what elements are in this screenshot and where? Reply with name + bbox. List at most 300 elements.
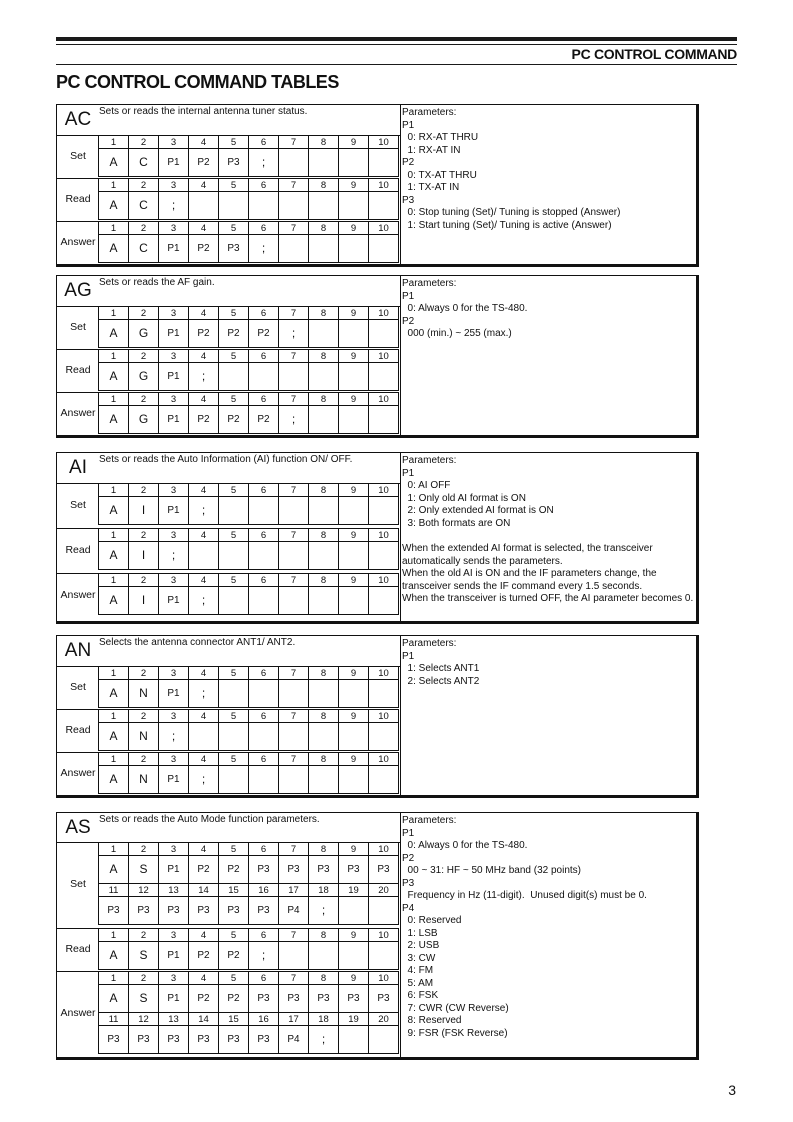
field-cell: P2 [219,320,249,348]
field-grid [98,528,399,570]
field-cell [339,587,369,615]
field-cell: P4 [279,1026,309,1054]
field-cell: P3 [159,1026,189,1054]
parameter-line: Parameters: [402,455,457,466]
column-number: 2 [129,179,159,192]
column-number: 8 [309,350,339,363]
command-block-ag [56,275,699,438]
column-number: 8 [309,972,339,985]
column-number: 6 [249,136,279,149]
column-number: 2 [129,574,159,587]
field-cell [189,192,219,220]
field-cell: P3 [129,1026,159,1054]
column-number: 11 [99,884,129,897]
column-number: 7 [279,393,309,406]
parameter-line: 0: Reserved [402,915,462,926]
field-cell: ; [309,897,339,925]
character-row [99,149,399,177]
column-number: 6 [249,350,279,363]
column-number-row [99,710,399,723]
column-number: 10 [369,350,399,363]
field-cell: A [99,192,129,220]
field-cell: P3 [129,897,159,925]
column-number-row [99,484,399,497]
column-number: 18 [309,884,339,897]
column-number: 5 [219,393,249,406]
field-cell: A [99,235,129,263]
field-cell [369,542,399,570]
column-number: 2 [129,350,159,363]
character-row [99,497,399,525]
column-number: 10 [369,393,399,406]
column-number: 10 [369,529,399,542]
field-grid [98,709,399,751]
field-cell [219,587,249,615]
command-block-an [56,635,699,798]
field-grid [98,135,399,177]
column-number: 2 [129,753,159,766]
column-number: 8 [309,136,339,149]
column-number: 4 [189,972,219,985]
parameter-note: When the transceiver is turned OFF, the AI parameter becomes 0. [402,593,694,604]
column-number: 6 [249,307,279,320]
column-number: 6 [249,222,279,235]
column-number: 3 [159,843,189,856]
column-number: 5 [219,484,249,497]
parameter-line: 0: Always 0 for the TS-480. [402,840,528,851]
field-cell [339,192,369,220]
column-number: 6 [249,843,279,856]
field-cell [219,542,249,570]
character-row [99,406,399,434]
field-cell: P3 [219,235,249,263]
field-cell: P2 [219,942,249,970]
field-cell [369,235,399,263]
field-cell [219,192,249,220]
character-row [99,723,399,751]
field-cell [219,363,249,391]
field-grid [98,842,399,925]
field-cell: A [99,406,129,434]
character-row [99,942,399,970]
column-number: 14 [189,884,219,897]
parameter-line: 1: RX-AT IN [402,144,461,156]
field-cell: A [99,680,129,708]
column-number: 8 [309,529,339,542]
column-number: 9 [339,929,369,942]
field-cell [309,497,339,525]
column-number-row [99,307,399,320]
divider [57,392,99,393]
column-number: 10 [369,710,399,723]
column-number: 5 [219,136,249,149]
field-cell: P1 [159,985,189,1013]
column-number: 3 [159,972,189,985]
command-description: Sets or reads the AF gain. [99,277,215,288]
field-grid [98,349,399,391]
parameter-line: 3: CW [402,952,436,964]
field-grid [98,666,399,708]
divider [57,971,99,972]
column-number-row [99,1013,399,1026]
field-cell: P2 [249,320,279,348]
column-number: 5 [219,222,249,235]
field-cell: P3 [219,1026,249,1054]
field-cell: I [129,587,159,615]
field-cell [249,723,279,751]
field-cell [309,542,339,570]
column-number: 10 [369,972,399,985]
command-code: AG [64,280,92,301]
field-cell [309,942,339,970]
field-cell [339,363,369,391]
column-number: 8 [309,929,339,942]
field-cell: S [129,942,159,970]
command-code: AI [69,457,87,478]
column-number: 7 [279,667,309,680]
column-number-row [99,179,399,192]
field-cell [249,363,279,391]
column-number: 8 [309,574,339,587]
field-cell: A [99,149,129,177]
column-number: 13 [159,1013,189,1026]
column-number: 9 [339,972,369,985]
column-number: 8 [309,710,339,723]
column-number: 3 [159,710,189,723]
field-cell [219,723,249,751]
column-number: 2 [129,929,159,942]
column-number: 2 [129,529,159,542]
field-cell: P3 [369,856,399,884]
character-row [99,856,399,884]
command-format-panel [57,276,401,435]
divider [57,178,99,179]
field-cell [339,149,369,177]
column-number: 9 [339,753,369,766]
field-cell: C [129,192,159,220]
field-cell [369,149,399,177]
field-cell [339,497,369,525]
column-number: 3 [159,929,189,942]
field-cell [309,680,339,708]
column-number: 5 [219,350,249,363]
divider [57,709,99,710]
field-cell [279,497,309,525]
field-cell: A [99,363,129,391]
read-label: Read [65,723,91,736]
field-cell [249,542,279,570]
column-number: 3 [159,350,189,363]
column-number-row [99,753,399,766]
column-number: 3 [159,393,189,406]
field-cell: I [129,497,159,525]
column-number: 8 [309,753,339,766]
column-number: 7 [279,179,309,192]
command-code: AC [64,109,92,130]
parameter-line: 1: Only old AI format is ON [402,492,526,504]
field-cell [309,235,339,263]
field-cell [369,942,399,970]
column-number: 10 [369,843,399,856]
set-label: Set [70,680,86,693]
field-cell [279,587,309,615]
parameters-panel [402,815,695,1040]
column-number: 18 [309,1013,339,1026]
column-number: 5 [219,529,249,542]
field-cell [219,497,249,525]
field-cell [219,766,249,794]
field-cell [339,406,369,434]
field-cell: ; [189,680,219,708]
read-label: Read [65,543,91,556]
column-number: 2 [129,393,159,406]
parameter-line: P3 [402,194,415,206]
character-row [99,587,399,615]
field-cell [369,192,399,220]
field-cell [339,320,369,348]
field-cell [369,723,399,751]
header-rule-thick [56,37,737,41]
column-number: 9 [339,179,369,192]
column-number: 4 [189,179,219,192]
field-cell: P3 [159,897,189,925]
field-cell [339,235,369,263]
parameter-line: 2: Only extended AI format is ON [402,505,554,516]
column-number: 1 [99,972,129,985]
column-number: 1 [99,529,129,542]
column-number: 6 [249,484,279,497]
parameter-line: 8: Reserved [402,1015,462,1026]
field-cell: N [129,680,159,708]
field-cell: A [99,942,129,970]
parameter-line: 2: USB [402,940,440,951]
column-number: 5 [219,753,249,766]
field-cell: P1 [159,766,189,794]
read-label: Read [65,192,91,205]
column-number: 7 [279,710,309,723]
column-number: 7 [279,574,309,587]
column-number-row [99,529,399,542]
field-cell: P2 [189,149,219,177]
field-cell: P3 [249,897,279,925]
field-cell: ; [159,542,189,570]
parameter-line: Parameters: [402,638,457,649]
column-number: 3 [159,222,189,235]
field-cell: P3 [189,897,219,925]
parameter-line: P1 [402,467,415,479]
column-number: 4 [189,929,219,942]
field-cell: P1 [159,587,189,615]
column-number: 4 [189,710,219,723]
field-cell: ; [249,149,279,177]
column-number: 8 [309,222,339,235]
column-number: 5 [219,574,249,587]
field-cell [249,587,279,615]
parameter-line: P1 [402,650,415,662]
column-number: 6 [249,710,279,723]
field-cell [309,320,339,348]
column-number-row [99,136,399,149]
field-cell: P1 [159,680,189,708]
field-cell [249,680,279,708]
column-number: 4 [189,529,219,542]
column-number: 4 [189,307,219,320]
field-cell: P2 [249,406,279,434]
command-block-ac [56,104,699,267]
field-cell: P3 [369,985,399,1013]
field-cell: P2 [189,942,219,970]
field-cell [189,542,219,570]
column-number: 9 [339,393,369,406]
field-cell: ; [279,406,309,434]
field-cell: P2 [189,406,219,434]
field-cell: P3 [279,856,309,884]
field-cell: ; [189,766,219,794]
field-cell [339,766,369,794]
field-cell: P1 [159,406,189,434]
field-cell [369,587,399,615]
column-number: 2 [129,667,159,680]
field-cell: P1 [159,320,189,348]
field-cell [369,320,399,348]
command-block-ai [56,452,699,624]
field-grid [98,752,399,794]
column-number: 15 [219,1013,249,1026]
column-number: 6 [249,753,279,766]
field-cell: I [129,542,159,570]
column-number: 5 [219,307,249,320]
character-row [99,542,399,570]
field-cell: P2 [219,406,249,434]
field-cell [369,1026,399,1054]
character-row [99,320,399,348]
column-number: 16 [249,1013,279,1026]
field-cell [369,680,399,708]
divider [57,528,99,529]
column-number-row [99,574,399,587]
column-number: 8 [309,307,339,320]
column-number-row [99,843,399,856]
column-number: 4 [189,574,219,587]
column-number: 7 [279,350,309,363]
parameter-line: 0: TX-AT THRU [402,169,477,181]
parameter-line: Parameters: [402,815,457,826]
field-cell: ; [249,942,279,970]
column-number: 3 [159,307,189,320]
column-number: 9 [339,484,369,497]
character-row [99,766,399,794]
column-number: 9 [339,710,369,723]
column-number: 5 [219,179,249,192]
column-number: 9 [339,574,369,587]
column-number: 7 [279,222,309,235]
set-label: Set [70,878,86,890]
column-number: 10 [369,574,399,587]
field-cell: ; [249,235,279,263]
parameter-line: 5: AM [402,977,434,989]
column-number: 10 [369,667,399,680]
field-grid [98,971,399,1054]
field-cell: P3 [309,985,339,1013]
column-number: 19 [339,1013,369,1026]
field-cell: P2 [189,235,219,263]
command-block-as [56,812,699,1060]
field-cell [309,766,339,794]
field-cell: ; [159,723,189,751]
column-number: 4 [189,393,219,406]
field-cell: P2 [189,985,219,1013]
column-number: 11 [99,1013,129,1026]
answer-label: Answer [60,406,96,419]
parameter-line: 6: FSK [402,990,439,1001]
field-cell [279,235,309,263]
field-cell [369,497,399,525]
column-number: 1 [99,667,129,680]
parameter-line: 1: Selects ANT1 [402,663,480,674]
field-cell: G [129,363,159,391]
column-number: 8 [309,484,339,497]
column-number: 16 [249,884,279,897]
command-description: Sets or reads the Auto Information (AI) function ON/ OFF. [99,454,353,465]
column-number: 10 [369,222,399,235]
field-grid [98,221,399,263]
command-format-panel [57,453,401,621]
field-cell: A [99,856,129,884]
column-number: 1 [99,350,129,363]
parameters-panel [402,638,695,688]
column-number: 17 [279,1013,309,1026]
answer-label: Answer [60,1007,96,1019]
column-number: 2 [129,307,159,320]
parameter-line: P1 [402,290,415,302]
command-code: AN [64,640,92,661]
field-cell: P3 [249,985,279,1013]
column-number: 13 [159,884,189,897]
field-cell: P4 [279,897,309,925]
column-number: 12 [129,1013,159,1026]
parameter-line: 3: Both formats are ON [402,517,511,529]
field-cell: P1 [159,235,189,263]
field-cell: ; [189,497,219,525]
column-number: 1 [99,574,129,587]
field-grid [98,483,399,525]
field-cell [309,363,339,391]
field-cell [339,942,369,970]
column-number: 4 [189,667,219,680]
column-number: 4 [189,222,219,235]
field-cell: A [99,587,129,615]
field-grid [98,306,399,348]
column-number: 1 [99,222,129,235]
column-number: 6 [249,574,279,587]
parameters-panel [402,107,695,232]
field-cell [279,766,309,794]
column-number: 6 [249,529,279,542]
divider [57,928,99,929]
field-cell: S [129,856,159,884]
column-number: 2 [129,710,159,723]
column-number: 6 [249,667,279,680]
parameter-note: When the extended AI format is selected, the transceiver automatically sends the parameters. [402,543,653,567]
column-number: 8 [309,843,339,856]
field-cell [249,497,279,525]
column-number: 15 [219,884,249,897]
field-cell [369,363,399,391]
field-cell: ; [189,363,219,391]
field-cell [369,897,399,925]
column-number: 7 [279,972,309,985]
field-cell [309,723,339,751]
